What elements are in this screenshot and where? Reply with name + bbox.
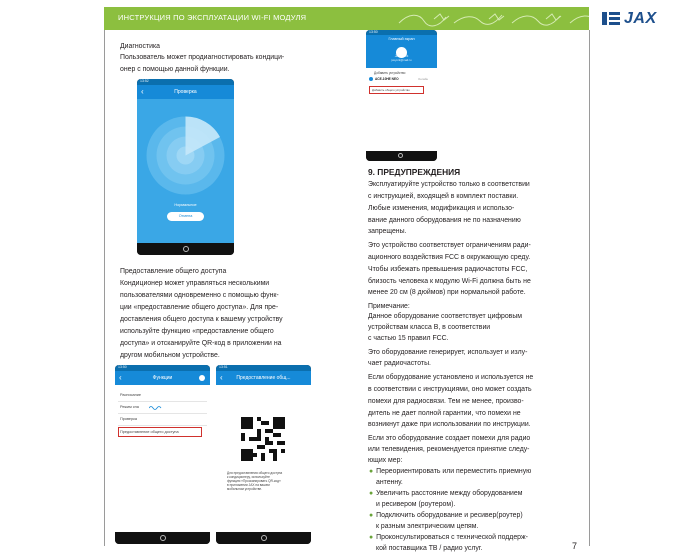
diagnostics-title: Диагностика <box>120 43 160 50</box>
back-arrow-icon[interactable]: ‹ <box>220 373 223 382</box>
p1-line-2: с инструкцией, входящей в комплект поставки. <box>368 193 519 200</box>
share-line-7: другом мобильном устройстве. <box>120 352 220 359</box>
share-title: Предоставление общего доступа <box>120 268 227 275</box>
p2-line-4: близость человека к модулю Wi-Fi должна быть не <box>368 278 531 285</box>
bullet-item-3-cont: к разным электрическим цепям. <box>376 523 479 530</box>
p3-line-1: Примечание: <box>368 303 410 310</box>
cancel-button-label: Отмена <box>178 214 193 218</box>
p6-line-1: Если это оборудование создает помехи для радио <box>368 435 531 442</box>
share-line-3: ции «предоставление общего доступа». Для пре- <box>120 304 279 311</box>
home-icon[interactable] <box>183 246 189 252</box>
function-row-schedule[interactable]: Расписание <box>120 393 141 397</box>
p3-line-4: с частью 15 правил FCC. <box>368 335 449 342</box>
p2-line-2: ационного воздействия FCC в окружающую среду. <box>368 254 531 261</box>
p4-line-2: чает радиочастоты. <box>368 360 431 367</box>
share-line-4: доставления общего доступа к вашему устройству <box>120 316 283 323</box>
p1-line-1: Эксплуатируйте устройство только в соответствии <box>368 181 530 188</box>
header-title: ИНСТРУКЦИЯ ПО ЭКСПЛУАТАЦИИ WI-FI МОДУЛЯ <box>118 13 307 22</box>
page-border-left <box>104 30 105 546</box>
share-line-1: Кондиционер может управляться несколькими <box>120 280 270 287</box>
p5-line-2: в соответствии с инструкциями, оно может создать <box>368 386 532 393</box>
functions-list <box>115 385 210 532</box>
p5-line-5: возникнут даже при использовании по инструкции. <box>368 421 531 428</box>
bullet-item-4-cont: кой поставщика ТВ / радио услуг. <box>376 545 483 552</box>
function-row-share[interactable]: Предоставление общего доступа <box>120 430 179 434</box>
bullet-dot-icon: ● <box>369 468 374 475</box>
radar-icon <box>145 115 226 196</box>
header-band <box>104 7 589 30</box>
logo-mark-icon <box>602 12 620 25</box>
home-icon[interactable] <box>398 153 403 158</box>
p6-line-2: или телевидения, рекомендуется принятие следу- <box>368 446 530 453</box>
settings-gear-icon[interactable] <box>199 375 205 381</box>
back-arrow-icon[interactable]: ‹ <box>119 373 122 382</box>
diagnostics-line-1: Пользователь может продиагностировать кондици- <box>120 54 285 61</box>
sleep-wave-icon <box>149 405 163 410</box>
status-time: 13:50 <box>369 30 378 34</box>
radar-area <box>137 99 234 243</box>
p3-line-3: устройствам класса B, в соответствии <box>368 324 491 331</box>
p1-line-5: запрещены. <box>368 228 407 235</box>
screen-title: Проверка <box>174 89 197 95</box>
add-shared-device-link[interactable]: Добавить общего устройство <box>372 88 410 92</box>
p1-line-3: Любые изменения, модификация и использо- <box>368 205 515 212</box>
device-icon <box>369 77 373 81</box>
screen-title: Предоставление общ... <box>236 375 291 381</box>
p1-line-4: вание данного оборудования не по назначению <box>368 217 521 224</box>
bullet-dot-icon: ● <box>369 512 374 519</box>
section-title: 9. ПРЕДУПРЕЖДЕНИЯ <box>368 167 461 177</box>
cancel-button[interactable] <box>167 212 204 221</box>
page-number: 7 <box>572 541 578 551</box>
p6-line-3: ющих мер: <box>368 457 403 464</box>
screen-title: Функции <box>152 375 173 381</box>
android-navbar <box>216 532 311 544</box>
decorative-ornament <box>394 9 589 29</box>
bullet-item-2: ● Увеличить расстояние между оборудованием <box>369 490 523 497</box>
qr-code-icon <box>241 417 285 461</box>
bullet-dot-icon: ● <box>369 534 374 541</box>
device-state: Онлайн <box>418 77 429 81</box>
bullet-item-2-cont: и ресивером (роутером). <box>376 501 456 508</box>
user-mail: jaxyork@mail.ru <box>391 58 412 62</box>
p2-line-3: Чтобы избежать превышения радиочастоты FCC, <box>368 266 528 273</box>
page-border-right <box>589 30 590 546</box>
bullet-dot-icon: ● <box>369 490 374 497</box>
p5-line-4: дитель не дает полной гарантии, что помехи не <box>368 410 521 417</box>
share-caption-3: функцию «Просканировать QR-код» <box>227 479 281 483</box>
qr-screen <box>216 385 311 532</box>
bullet-item-1-cont: антенну. <box>376 479 403 486</box>
phone-profile-screen <box>366 30 437 161</box>
p2-line-5: менее 20 см (8 дюймов) при нормальной работе. <box>368 289 526 296</box>
logo-text: JAX <box>624 10 657 27</box>
profile-body <box>366 54 437 151</box>
diagnostics-line-2: онер с помощью данной функции. <box>120 66 230 73</box>
android-navbar <box>115 532 210 544</box>
bullet-item-3: ● Подключить оборудование и ресивер(роутер) <box>369 512 523 519</box>
status-time: 13:52 <box>140 79 149 83</box>
function-row-sleep[interactable]: Режим сна <box>120 405 139 409</box>
home-icon[interactable] <box>160 535 166 541</box>
bullet-item-4: ● Проконсультироваться с технической поддерж- <box>369 534 528 541</box>
status-time: 13:51 <box>219 365 228 369</box>
p5-line-1: Если оборудование установлено и используется не <box>368 374 534 381</box>
android-navbar <box>366 151 437 161</box>
p3-line-2: Данное оборудование соответствует цифровым <box>368 313 523 320</box>
share-caption-1: Для предоставления общего доступа <box>227 471 283 475</box>
home-icon[interactable] <box>261 535 267 541</box>
share-caption-2: к кондиционеру, используйте <box>227 475 270 479</box>
screen-title: Главный экран <box>388 37 415 41</box>
phone-functions-screen <box>115 365 210 544</box>
back-arrow-icon[interactable]: ‹ <box>141 87 144 96</box>
share-line-6: доступа» и отсканируйте QR-код в приложении на <box>120 340 282 347</box>
p4-line-1: Это оборудование генерирует, использует и излу- <box>368 349 528 356</box>
device-name[interactable]: ACE-10HE NEO <box>375 77 399 81</box>
status-time: 13:50 <box>118 365 127 369</box>
phone-check-screen <box>137 79 234 255</box>
phone-share-screen <box>216 365 311 544</box>
share-line-5: используйте функцию «предоставление общего <box>120 328 274 335</box>
add-device-link[interactable]: Добавить устройство <box>374 71 406 75</box>
bullet-item-1: ● Переориентировать или переместить приемную <box>369 468 532 475</box>
share-caption-5: мобильном устройстве. <box>227 487 263 491</box>
share-line-2: пользователями одновременно с помощью функ- <box>120 292 279 299</box>
user-name: Jax York <box>394 54 409 58</box>
brand-logo <box>590 7 700 30</box>
android-navbar <box>137 243 234 255</box>
p2-line-1: Это устройство соответствует ограничениям ради- <box>368 242 531 249</box>
function-row-check[interactable]: Проверка <box>120 417 138 421</box>
share-caption-4: в приложении JAX на вашем <box>227 483 270 487</box>
check-status-text: Нормальное <box>174 203 197 207</box>
p5-line-3: помехи для радиосвязи. Тем не менее, произво- <box>368 398 524 405</box>
